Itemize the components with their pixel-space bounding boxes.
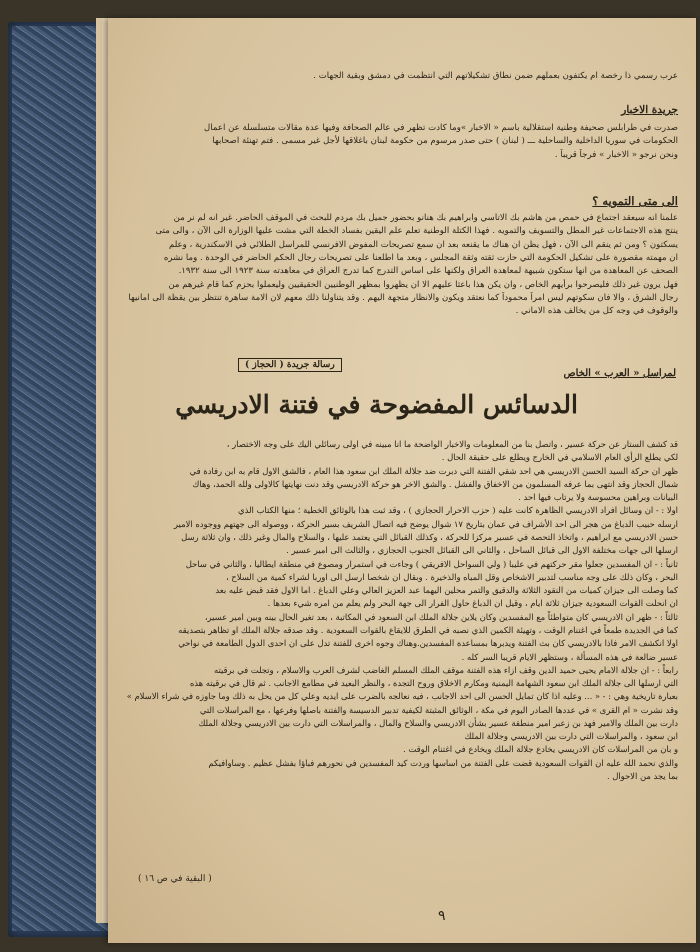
text-line: شمال الحجاز وقد انتهى بما عرفه المسلمون من الاخفاق والفشل . والشق الاخر هو حركة الادريسي وقد دنت نهايتها كالاولى ولله الحمد، وهاك	[192, 478, 678, 489]
text-line: والوقوف في وجه كل من يخالف هذه الاماني .	[515, 306, 678, 317]
text-line: ابن سعود ، والمراسلات التي دارت بين الادريسي وجلالة الملك	[464, 731, 678, 742]
text-line: رابعاً : - ان جلالة الامام يحيى حميد الدين وقف ازاء هذه الفتنة موقف الملك المسلم الغاضب لشرف العرب والاسلام ، وتجلت في برقيته	[213, 664, 678, 675]
intro-text	[138, 70, 678, 83]
section-tamweeh-body	[118, 212, 678, 319]
text-line: و بان من المراسلات كان الادريسي يخادع جلالة الملك ويخادع في اغتنام الوقت .	[403, 744, 678, 755]
text-line: فهل يرون غير ذلك فليصرحوا برأيهم الخاص ، وان يكن هذا باعثا عليهم الا ان يظهروا بمظهر الوطنيين الحقيقيين وليعملوا بحزم كما قام غيرهم من	[168, 279, 678, 290]
text-line: الصحف عن المعاهدة من انها ستكون شبيهة لمعاهدة العراق ولكنها على اساس التدرج كما تدرج العراق في معاهدته سنة ١٩٢٣ الى سنة ١٩٣٢.	[178, 266, 678, 277]
text-line: صدرت في طرابلس صحيفة وطنية استقلالية باسم « الاخبار »وما كادت تظهر في عالم الصحافة وفيها عدة مقالات متسلسلة عن اعمال	[204, 123, 678, 133]
document-page	[108, 18, 696, 943]
text-line: ونحن نرجو « الاخبار » فرجاً قريباً .	[554, 149, 678, 160]
section-heading-tamweeh: الى متى التمويه ؟	[592, 194, 678, 208]
correspondent-label: لمراسل « العرب » الخاص	[563, 368, 676, 379]
text-line: يسكتون ؟ ومن ثم ينقم الى الآن ، فهل يظن ان هناك ما يقنعه بعد ان سمع تصريحات المفوض الافرنسي للمراسل الطلائي في الاسكندرية ، وعلم	[168, 239, 678, 250]
text-line: التي ارسلها الى جلالة الملك ابن سعود الشهامة اليمنية ومكارم الاخلاق وروح التجدة ، والنظر البعيد في مطامع الاجانب . ثم قال في برقيته هذه	[189, 678, 678, 689]
text-line: اولا : - ان وسائل افراد الادريسي الظاهرة كانت عليه ( حزب الاحرار الحجازي ) ، وقد ثبت هذا بالوثائق الخطية ؛ منها الكتاب الذي	[238, 505, 678, 516]
text-line: رجال الشرق ، والا فان سكوتهم ليس امراً محموداً كما نعتقد ويكون والانظار متجهة اليهم . وقد يتناولنا ذلك معهم لان الامة ساهرة تنتظر بين يقظة الى امانيها	[128, 292, 678, 303]
text-line: عسير ضالعة في هذه المسألة ، وستظهر الايام قريبا السر كله .	[461, 651, 678, 662]
text-line: ارسلها الى جهات مختلفة الاول الى قبائل الساحل ، والثاني الى القبائل الجنوب الحجازي ، والثالث الى امير عسير .	[286, 545, 678, 556]
text-line: ان مهمته مقصورة على تشكيل الحكومة التي حازت ثقته وثقة المجلس ، وبعد ما اطلعنا على تصريحات رجال الحكم الحاضر في الوحدة . وما نشره	[163, 252, 678, 263]
continued-note: ( البقية في ص ١٦ )	[138, 874, 212, 884]
text-line: ان انحلت القوات السعودية جيزان ثلاثة ايام ، وقيل ان الدباغ حاول الفرار الى جهة البحر ولم يعلم من امره شيء بعدها .	[267, 598, 678, 609]
text-line: الحكومات في سوريا الداخلية والساحلية ـــ ( لبنان ) حتى صدر مرسوم من حكومة لبنان باغلاقها لأجل غير مسمى . فتم تهنئة اصحابها	[212, 136, 678, 147]
text-line: لكي يطلع الرأي العام الاسلامي في الخارج ويطلع على حقيقة الحال .	[441, 452, 678, 463]
text-line: حسن الادريسي مع ابراهيم ، واتخاذ التحصة في عسير مركزا للحركة ، وكذلك القبائل التي يعتمد عليها ، والسلاح والمال وغير ذلك ، وان ثلاثة رسل	[181, 531, 678, 542]
text-line: ثالثاً : - ظهر ان الادريسي كان متواطئاً مع المفسدين وكان يلاين جلالة الملك ابن السعود في المكاتبة ، بعد تغير الحال بينه وبين امير عسير،	[204, 611, 678, 622]
section-akhbar-body	[118, 122, 678, 162]
text-line: البحر ، وكان ذلك على وجه مناسب لتدبير الاشخاص وقل المياه والذخيرة . وبقال ان شخصا ارسل الى اوربا لشراء كمية من السلاح ،	[225, 571, 678, 582]
text-line: عرب رسمي ذا رخصة ام يكتفون بعملهم ضمن نطاق تشكيلاتهم التي انتظمت في دمشق وبقية الجهات .	[313, 71, 678, 81]
text-line: والذي نحمد الله عليه ان القوات السعودية قضت على الفتنة من اساسها وردت كيد المفسدين في نحورهم فباؤا بفشل عظيم . وساوافيكم	[208, 757, 678, 768]
text-line: بعبارة تاريخية وهي : - « ... وعليه اذا كان تمايل الحسن الى احد الاجانب ، فيه نعالجه بالضرب على ايديه وعلي كل من يحل به ذلك وما جاوزه في شراء الاسلام »	[126, 691, 678, 702]
text-line: البيانات وبراهين محسوسة ولا يرتاب فيها احد .	[518, 492, 678, 503]
article-body	[118, 438, 678, 783]
text-line: اولا انكشف الامر فاذا بالادريسي كان بث الفتنة ويدبرها بمساعدة المفسدين.وهناك وجوه اخرى للفتنة تدل على ان احدى الدول الطامعة في نواحي	[178, 638, 678, 649]
text-line: ارسله حبيب الدباغ من هجر الى احد الأشراف في عمان بتاريخ ١٧ شوال يوضح فيه اتصال الشريف بسير الحركة ، ووصوله الى جهتهم ووجوده الامير	[173, 518, 678, 529]
text-line: ينتج هذه الاجتماعات غير المطل والتسويف والتمويه . فهذا الكتلة الوطنية تعلم علم اليقين بفساد الخطة التي مشت عليها الوزارة الى الآن ، والى متى	[155, 226, 678, 237]
text-line: بما يجد من الاحوال .	[606, 771, 678, 782]
article-title: الدسائس المفضوحة في فتنة الادريسي	[175, 390, 578, 419]
text-line: كما في الجديدة طمعاً في اغتنام الوقت ، وتهيئة الكمين الذي نصبه في الطرق للايقاع بالقوات السعودية . وقد صدقه جلالة الملك او تظاهر بتصديقه	[178, 624, 678, 635]
text-line: ظهر ان حركة السيد الحسن الادريسي هي احد شقي الفتنة التي دبرت ضد جلالة الملك ابن سعود هذا العام ، فالشق الاول قام به ابن رفادة في	[189, 465, 678, 476]
text-line: ثانياً : - ان المفسدين جعلوا مقر حركتهم في عليبا ( ولي السواحل الافريقي ) وجاءت في استمرار ومصوع في منطقة ايطاليا ، والثاني في ساحل	[185, 558, 678, 569]
text-line: كما وصلت الى جيزان كميات من النقود الثلاثة والدقيق والتمر محلين اليهما عبد العزيز العالي وعلي الدباغ . اما الاول فقد قبض عليه بعد	[215, 585, 678, 596]
text-line: قد كشف الستار عن حركة عسير ، واتصل بنا من المعلومات والاخبار الواضحة ما انا مبينه في اولى رسائلي اليك على وجه الاختصار ،	[226, 439, 678, 449]
text-line: علمنا انه سيعقد اجتماع في حمص من هاشم بك الاتاسي وابراهيم بك هنانو بحضور جميل بك مردم للبحث في الموقف الحاضر. غير انه لم نر من	[173, 213, 678, 223]
text-line: دارت بين الملك والامير فهد بن زعبر امير منطقة عسير بشأن الادريسي والسلاح والمال ، والمراسلات التي دارت بين الادريسي وجلالة الملك	[198, 717, 678, 728]
source-label: رسالة جريدة ( الحجاز )	[238, 358, 342, 372]
page-number: ٩	[438, 908, 446, 924]
section-heading-akhbar: جريدة الاخبار	[621, 104, 678, 116]
text-line: وقد نشرت « ام القرى » في عددها الصادر اليوم في مكة ، الوثائق المثبتة لكيفية تدبير الدسيسة والفتنة باصلها وفرعها ، مع المراسلات التي	[199, 704, 678, 715]
